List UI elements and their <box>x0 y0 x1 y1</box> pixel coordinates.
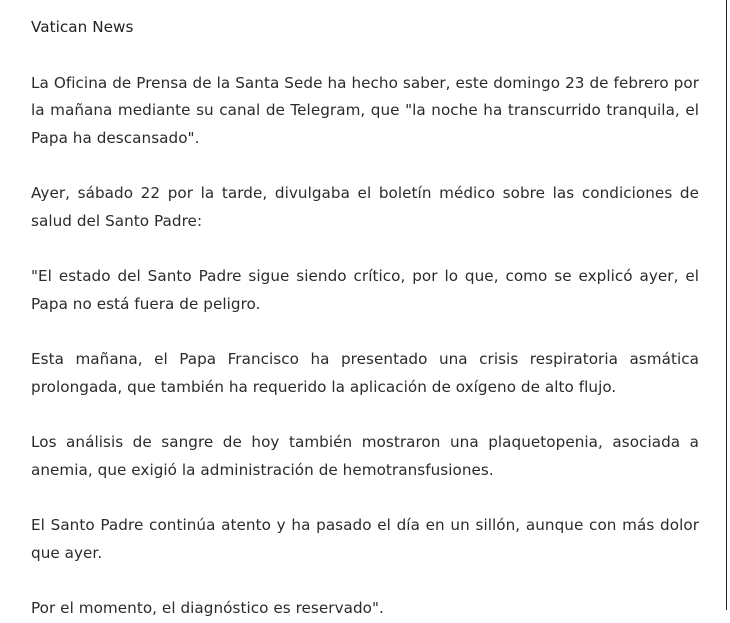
paragraph-medical-bulletin-intro: Ayer, sábado 22 por la tarde, divulgaba el boletín médico sobre las condiciones de salud del Santo Padre: <box>31 184 699 230</box>
news-source: Vatican News <box>31 18 134 36</box>
paragraph-blood-tests: Los análisis de sangre de hoy también mostraron una plaquetopenia, asociada a anemia, que exigió la administración de hemotransfusiones. <box>31 433 699 479</box>
paragraph-alert-in-armchair: El Santo Padre continúa atento y ha pasado el día en un sillón, aunque con más dolor que ayer. <box>31 516 699 562</box>
paragraph-press-office: La Oficina de Prensa de la Santa Sede ha hecho saber, este domingo 23 de febrero por la mañana mediante su canal de Telegram, que "la noche ha transcurrido tranquila, el Papa ha descansado". <box>31 73 699 147</box>
article-body <box>31 14 699 623</box>
paragraph-diagnosis-reserved: Por el momento, el diagnóstico es reservado". <box>31 599 384 617</box>
paragraph-respiratory-crisis: Esta mañana, el Papa Francisco ha presentado una crisis respiratoria asmática prolongada, que también ha requerido la aplicación de oxígeno de alto flujo. <box>31 350 699 396</box>
paragraph-critical-condition: "El estado del Santo Padre sigue siendo crítico, por lo que, como se explicó ayer, el Papa no está fuera de peligro. <box>31 267 699 313</box>
